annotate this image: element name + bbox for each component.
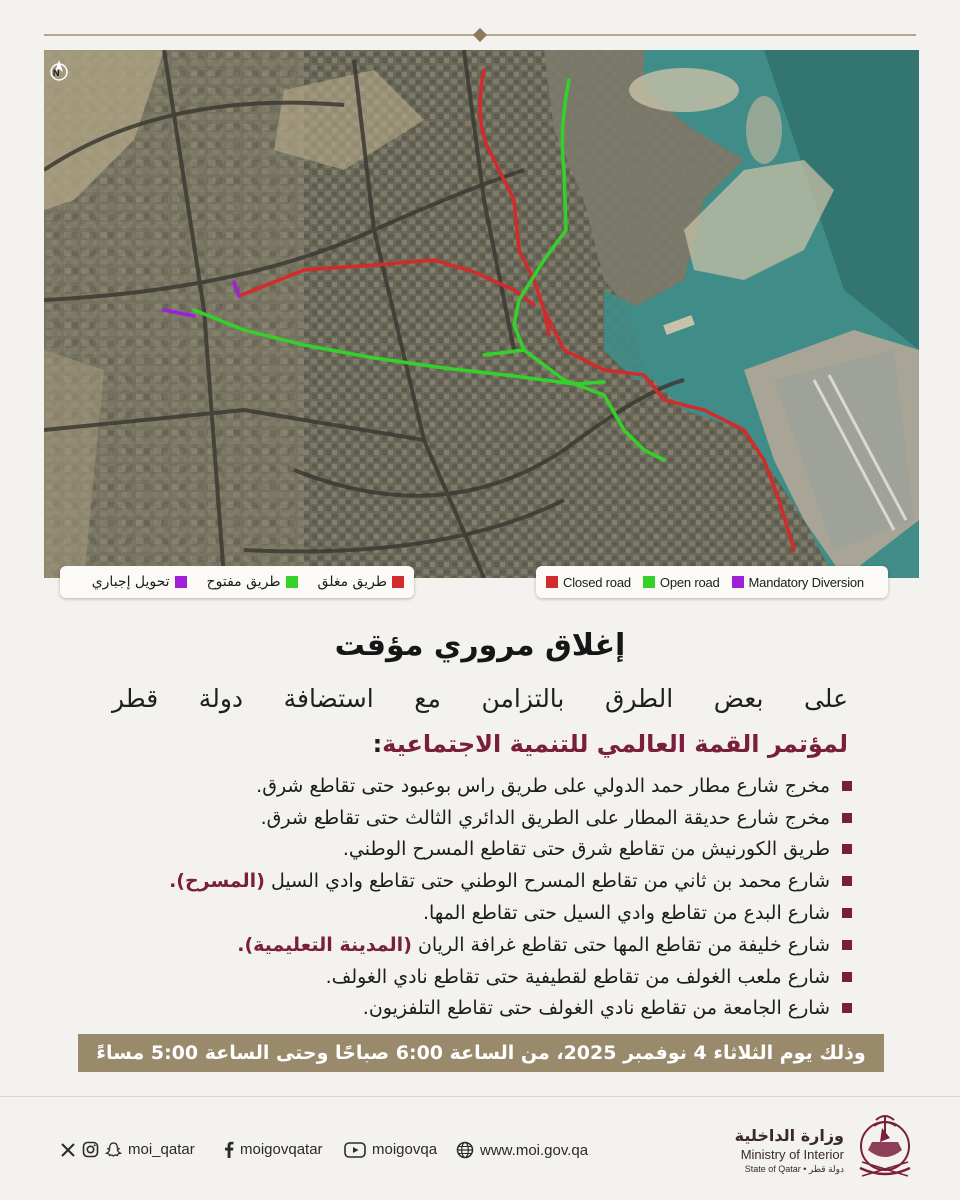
legend-item-open-ar: طريق مفتوح: [207, 574, 298, 590]
bullet-icon: [842, 1003, 852, 1013]
satellite-map: [44, 50, 919, 578]
purple-swatch-icon: [732, 576, 744, 588]
bullet-icon: [842, 972, 852, 982]
list-item: مخرج شارع حديقة المطار على الطريق الدائري الثالث حتى تقاطع شرق.: [92, 802, 852, 834]
logo-state-text: State of Qatar • دولة قطر: [744, 1164, 844, 1174]
social-group-youtube: [344, 1141, 437, 1158]
x-icon[interactable]: [60, 1142, 76, 1158]
snapchat-icon[interactable]: [105, 1141, 122, 1158]
legend-item-open-en: Open road: [643, 575, 720, 590]
social-group-facebook: [224, 1141, 323, 1158]
red-swatch-icon: [546, 576, 558, 588]
list-item: طريق الكورنيش من تقاطع شرق حتى تقاطع المسرح الوطني.: [92, 834, 852, 866]
bullet-icon: [842, 781, 852, 791]
bullet-icon: [842, 908, 852, 918]
legend-item-diversion-en: Mandatory Diversion: [732, 575, 864, 590]
date-banner: وذلك يوم الثلاثاء 4 نوفمبر 2025، من الساعة 6:00 صباحًا وحتى الساعة 5:00 مساءً: [78, 1034, 884, 1072]
ministry-logo: [730, 1106, 920, 1182]
list-item: شارع ملعب الغولف من تقاطع لقطيفية حتى تقاطع نادي الغولف.: [92, 961, 852, 993]
bullet-icon: [842, 876, 852, 886]
top-divider: [44, 34, 916, 36]
legend-item-diversion-ar: تحويل إجباري: [92, 574, 187, 590]
event-name: لمؤتمر القمة العالمي للتنمية الاجتماعية:: [372, 730, 848, 758]
list-item: شارع محمد بن ثاني من تقاطع المسرح الوطني حتى تقاطع وادي السيل (المسرح).: [92, 865, 852, 897]
qatar-emblem-icon: [850, 1106, 920, 1182]
legend-arabic: [60, 566, 414, 598]
list-item: شارع الجامعة من تقاطع نادي الغولف حتى تقاطع التلفزيون.: [92, 993, 852, 1025]
north-label: N: [53, 68, 60, 78]
website-link[interactable]: www.moi.gov.qa: [480, 1141, 589, 1159]
logo-english-text: Ministry of Interior: [740, 1147, 844, 1162]
social-group-website: [456, 1141, 588, 1159]
globe-icon[interactable]: [456, 1141, 474, 1159]
bullet-icon: [842, 940, 852, 950]
social-handle[interactable]: moi_qatar: [128, 1141, 195, 1158]
list-item: شارع البدع من تقاطع وادي السيل حتى تقاطع المها.: [92, 897, 852, 929]
instagram-icon[interactable]: [82, 1141, 99, 1158]
list-item: مخرج شارع مطار حمد الدولي على طريق راس بوعبود حتى تقاطع شرق.: [92, 770, 852, 802]
green-swatch-icon: [643, 576, 655, 588]
green-swatch-icon: [286, 576, 298, 588]
bullet-icon: [842, 813, 852, 823]
road-closure-map[interactable]: [44, 50, 919, 578]
closure-list: [92, 770, 852, 1024]
red-swatch-icon: [392, 576, 404, 588]
page-title: إغلاق مروري مؤقت: [334, 628, 626, 663]
social-group-main: [60, 1141, 195, 1158]
legend-item-closed-ar: طريق مغلق: [318, 574, 404, 590]
subtitle: على بعض الطرق بالتزامن مع استضافة دولة قطر: [112, 684, 848, 713]
island: [629, 68, 739, 112]
youtube-handle[interactable]: moigovqa: [372, 1141, 438, 1158]
youtube-icon[interactable]: [344, 1142, 366, 1158]
facebook-icon[interactable]: [224, 1141, 234, 1158]
legend-english: [536, 566, 888, 598]
bullet-icon: [842, 844, 852, 854]
purple-swatch-icon: [175, 576, 187, 588]
legend-item-closed-en: Closed road: [546, 575, 631, 590]
facebook-handle[interactable]: moigovqatar: [240, 1141, 323, 1158]
list-item: شارع خليفة من تقاطع المها حتى تقاطع غرافة الريان (المدينة التعليمية).: [92, 929, 852, 961]
logo-arabic-text: وزارة الداخلية: [734, 1126, 844, 1145]
